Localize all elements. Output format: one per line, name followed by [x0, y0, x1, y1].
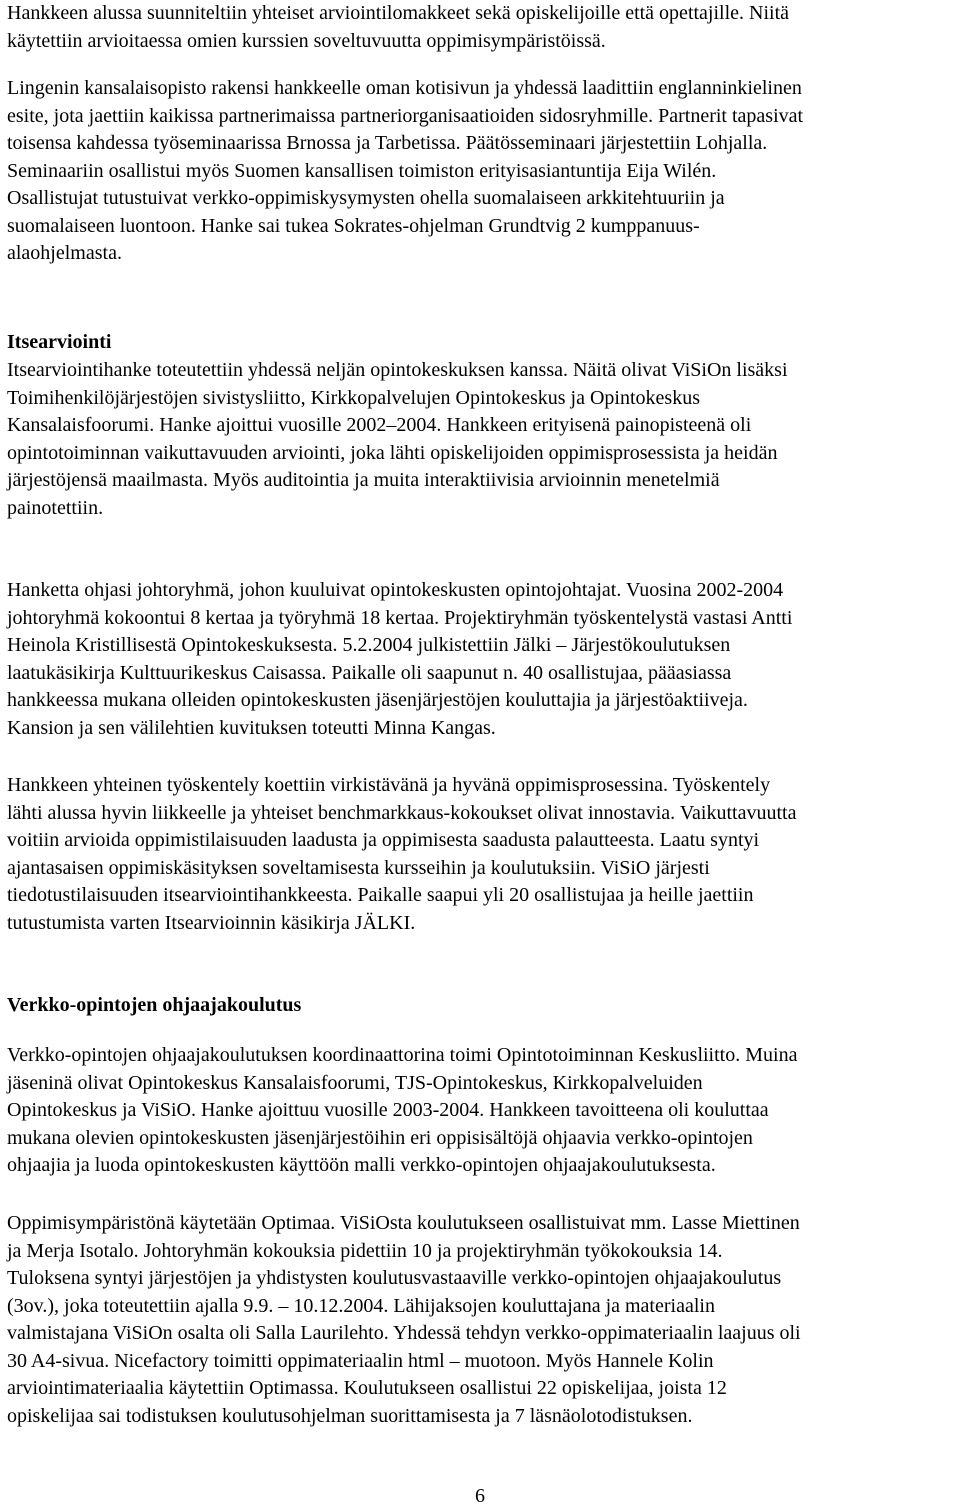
text-line: esite, jota jaettiin kaikissa partnerimaissa partneriorganisaatioiden sidosryhmille. Partnerit tapasivat [7, 104, 804, 127]
verkko-paragraph-1 [7, 1042, 957, 1180]
text-line: opiskelijaa sai todistuksen koulutusohjelman suorittamisesta ja 7 läsnäolotodistuksen. [7, 1404, 693, 1427]
text-line: valmistajana ViSiOn osalta oli Salla Laurilehto. Yhdessä tehdyn verkko-oppimateriaalin laajuus oli [7, 1322, 801, 1344]
text-line: hankkeessa mukana olleiden opintokeskusten jäsenjärjestöjen kouluttajia ja järjestöaktiiveja. [7, 689, 748, 711]
text-line: Kansalaisfoorumi. Hanke ajoittui vuosille 2002–2004. Hankkeen erityisenä painopisteenä oli [7, 414, 752, 436]
text-line: Lingenin kansalaisopisto rakensi hankkeelle oman kotisivun ja yhdessä laadittiin englanninkielinen [7, 77, 802, 99]
text-line: toisensa kahdessa työseminaarissa Brnossa ja Tarbetissa. Päätösseminaari järjestettiin Lohjalla. [7, 132, 768, 154]
text-line: Opintokeskus ja ViSiO. Hanke ajoittuu vuosille 2003-2004. Hankkeen tavoitteena oli kouluttaa [7, 1099, 769, 1121]
text-line: käytettiin arvioitaessa omien kurssien soveltuvuutta oppimisympäristöissä. [7, 29, 606, 52]
text-line: Heinola Kristillisestä Opintokeskuksesta. 5.2.2004 julkistettiin Jälki – Järjestökoulutuksen [7, 634, 731, 656]
text-line: opintotoiminnan vaikuttavuuden arviointi, joka lähti opiskelijoiden oppimisprosessista ja heidän [7, 441, 778, 464]
text-line: johtoryhmä kokoontui 8 kertaa ja työryhmä 18 kertaa. Projektiryhmän työskentelystä vastasi Antti [7, 606, 793, 629]
text-line: arviointimateriaalia käytettiin Optimassa. Koulutukseen osallistui 22 opiskelijaa, joista 12 [7, 1377, 727, 1399]
text-line: laatukäsikirja Kulttuurikeskus Caisassa. Paikalle oli saapunut n. 40 osallistujaa, pääasiassa [7, 661, 732, 684]
verkko-paragraph-2 [7, 1210, 957, 1430]
text-line: Hankkeen alussa suunniteltiin yhteiset arviointilomakkeet sekä opiskelijoille että opettajille. Niitä [7, 2, 790, 24]
text-line: ja Merja Isotalo. Johtoryhmän kokouksia pidettiin 10 ja projektiryhmän työkokouksia 14. [7, 1239, 723, 1262]
itsearviointi-paragraph-2 [7, 577, 957, 742]
text-line: (3ov.), joka toteutettiin ajalla 9.9. – 10.12.2004. Lähijaksojen kouluttajana ja materiaalin [7, 1294, 715, 1317]
text-line: Kansion ja sen välilehtien kuvituksen toteutti Minna Kangas. [7, 716, 496, 739]
text-line: Itsearviointihanke toteutettiin yhdessä neljän opintokeskuksen kanssa. Näitä olivat ViSiOn lisäksi [7, 359, 788, 381]
section-heading-itsearviointi: Itsearviointi [7, 331, 112, 353]
section-heading-verkko: Verkko-opintojen ohjaajakoulutus [7, 994, 302, 1016]
text-line: tutustumista varten Itsearvioinnin käsikirja JÄLKI. [7, 911, 416, 934]
itsearviointi-paragraph-3 [7, 772, 957, 937]
text-line: järjestöjensä maailmasta. Myös auditointia ja muita interaktiivisia arvioinnin menetelmiä [7, 469, 720, 491]
text-line: Toimihenkilöjärjestöjen sivistysliitto, Kirkkopalvelujen Opintokeskus ja Opintokeskus [7, 386, 700, 409]
text-line: Seminaariin osallistui myös Suomen kansallisen toimiston erityisasiantuntija Eija Wilén. [7, 159, 717, 182]
text-line: painotettiin. [7, 496, 104, 519]
text-line: Oppimisympäristönä käytetään Optimaa. ViSiOsta koulutukseen osallistuivat mm. Lasse Miettinen [7, 1212, 800, 1234]
text-line: Osallistujat tutustuivat verkko-oppimiskysymysten ohella suomalaiseen arkkitehtuuriin ja [7, 187, 725, 209]
intro-paragraph-2 [7, 75, 957, 268]
text-line: mukana olevien opintokeskusten jäsenjärjestöihin eri oppisisältöjä ohjaavia verkko-opintojen [7, 1126, 753, 1149]
text-line: suomalaiseen luontoon. Hanke sai tukea Sokrates-ohjelman Grundtvig 2 kumppanuus- [7, 214, 700, 237]
text-line: lähti alussa hyvin liikkeelle ja yhteiset benchmarkkaus-kokoukset olivat innostavia. Vaikuttavuutta [7, 801, 797, 824]
text-line: Hankkeen yhteinen työskentely koettiin virkistävänä ja hyvänä oppimisprosessina. Työskentely [7, 774, 771, 796]
text-line: alaohjelmasta. [7, 242, 122, 264]
text-line: ajantasaisen oppimiskäsityksen soveltamisesta kursseihin ja koulutuksiin. ViSiO järjesti [7, 856, 710, 879]
page-number: 6 [475, 1485, 485, 1507]
text-line: Hanketta ohjasi johtoryhmä, johon kuuluivat opintokeskusten opintojohtajat. Vuosina 2002-2004 [7, 579, 784, 601]
intro-paragraph-1 [7, 0, 957, 55]
text-line: jäseninä olivat Opintokeskus Kansalaisfoorumi, TJS-Opintokeskus, Kirkkopalveluiden [7, 1071, 703, 1094]
text-line: tiedotustilaisuuden itsearviointihankkeesta. Paikalle saapui yli 20 osallistujaa ja heille jaettiin [7, 884, 754, 906]
text-line: Verkko-opintojen ohjaajakoulutuksen koordinaattorina toimi Opintotoiminnan Keskusliitto. Muina [7, 1044, 798, 1066]
text-line: ohjaajia ja luoda opintokeskusten käyttöön malli verkko-opintojen ohjaajakoulutuksesta. [7, 1154, 716, 1176]
text-line: voitiin arvioida oppimistilaisuuden laadusta ja oppimisesta saadusta palautteesta. Laatu syntyi [7, 829, 760, 851]
itsearviointi-paragraph-1 [7, 357, 957, 522]
text-line: 30 A4-sivua. Nicefactory toimitti oppimateriaalin html – muotoon. Myös Hannele Kolin [7, 1349, 714, 1372]
text-line: Tuloksena syntyi järjestöjen ja yhdistysten koulutusvastaaville verkko-opintojen ohjaajakoulutus [7, 1267, 782, 1289]
